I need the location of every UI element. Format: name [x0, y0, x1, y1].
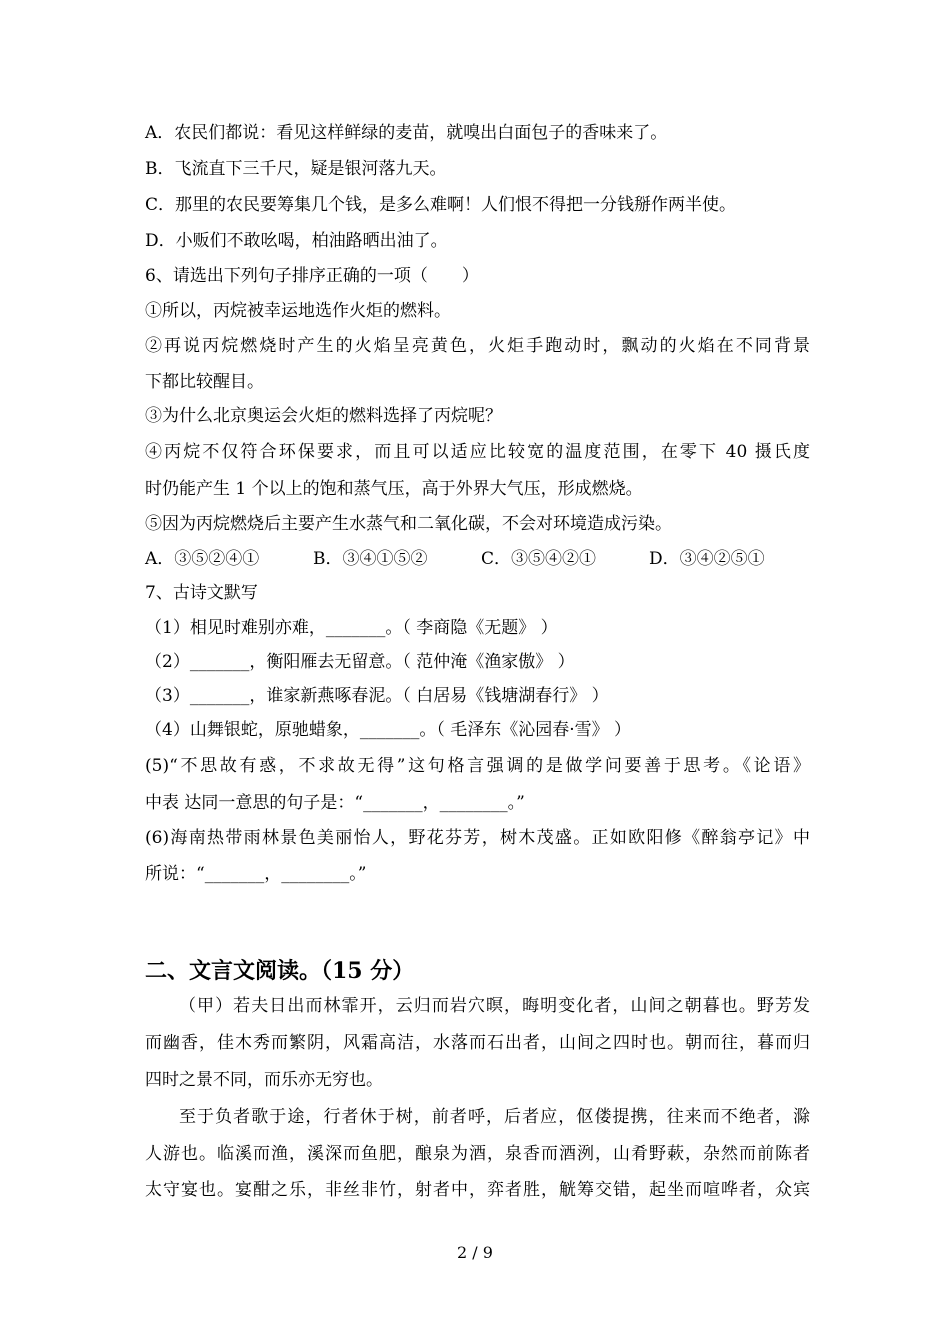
page-number: 2 / 9 [457, 1243, 493, 1262]
q5-option-b: B．飞流直下三千尺，疑是银河落九天。 [145, 159, 447, 179]
q6-sentence-5: ⑤因为丙烷燃烧后主要产生水蒸气和二氧化碳，不会对环境造成污染。 [145, 514, 672, 534]
q7-item-2: （2）_______，衡阳雁去无留意。（ 范仲淹《渔家傲》 ） [145, 652, 575, 672]
q6-question: 6、请选出下列句子排序正确的一项（ ） [145, 266, 479, 286]
q6-sentence-3: ③为什么北京奥运会火炬的燃料选择了丙烷呢？ [145, 406, 502, 426]
q5-option-a: A．农民们都说：看见这样鲜绿的麦苗，就嗅出白面包子的香味来了。 [145, 123, 668, 143]
q6-sentence-4-line2: 时仍能产生 1 个以上的饱和蒸气压，高于外界大气压，形成燃烧。 [145, 479, 643, 499]
q7-item-5-line2: 中表 达同一意思的句子是：“_______，________。” [145, 793, 525, 813]
passage-p1-line2: 而幽香，佳木秀而繁阴，风霜高洁，水落而石出者，山间之四时也。朝而往，暮而归 [145, 1033, 810, 1053]
q5-option-c: C．那里的农民要筹集几个钱，是多么难啊！人们恨不得把一分钱掰作两半使。 [145, 195, 737, 215]
q6-sentence-4-line1: ④丙烷不仅符合环保要求，而且可以适应比较宽的温度范围，在零下 40 摄氏度 [145, 442, 810, 462]
q6-option-a: A．③⑤②④① [145, 549, 260, 569]
q7-item-3: （3）_______，谁家新燕啄春泥。（ 白居易《钱塘湖春行》 ） [145, 686, 609, 706]
section-heading: 二、文言文阅读。（15 分） [145, 958, 415, 984]
q5-option-d: D．小贩们不敢吆喝，柏油路晒出油了。 [145, 231, 448, 251]
q6-sentence-2-line1: ②再说丙烷燃烧时产生的火焰呈亮黄色，火炬手跑动时，飘动的火焰在不同背景 [145, 336, 810, 356]
q7-item-5-line1: (5)“不思故有惑，不求故无得”这句格言强调的是做学问要善于思考。《论语》 [145, 756, 810, 776]
q6-option-d: D．③④②⑤① [649, 549, 765, 569]
q7-item-1: （1）相见时难别亦难，_______。（ 李商隐《无题》 ） [145, 618, 558, 638]
q6-option-b: B．③④①⑤② [313, 549, 428, 569]
q6-sentence-2-line2: 下都比较醒目。 [145, 372, 264, 392]
passage-p2-line2: 人游也。临溪而渔，溪深而鱼肥，酿泉为酒，泉香而酒洌，山肴野蔌，杂然而前陈者 [145, 1144, 810, 1164]
q6-option-c: C．③⑤④②① [481, 549, 597, 569]
passage-p1-line3: 四时之景不同，而乐亦无穷也。 [145, 1070, 383, 1090]
q7-item-6-line1: (6)海南热带雨林景色美丽怡人，野花芬芳，树木茂盛。正如欧阳修《醉翁亭记》中 [145, 828, 810, 848]
passage-p2-line1: 至于负者歌于途，行者休于树，前者呼，后者应，伛偻提携，往来而不绝者，滁 [179, 1107, 810, 1127]
q7-item-4: （4）山舞银蛇，原驰蜡象，_______。（ 毛泽东《沁园春·雪》 ） [145, 720, 632, 740]
q6-sentence-1: ①所以，丙烷被幸运地选作火炬的燃料。 [145, 301, 451, 321]
q7-item-6-line2: 所说：“_______，________。” [145, 864, 367, 884]
q6-options [145, 547, 810, 571]
q7-title: 7、古诗文默写 [145, 583, 258, 603]
passage-p2-line3: 太守宴也。宴酣之乐，非丝非竹，射者中，弈者胜，觥筹交错，起坐而喧哗者，众宾 [145, 1180, 810, 1200]
passage-p1-line1: （甲）若夫日出而林霏开，云归而岩穴暝，晦明变化者，山间之朝暮也。野芳发 [179, 996, 810, 1016]
